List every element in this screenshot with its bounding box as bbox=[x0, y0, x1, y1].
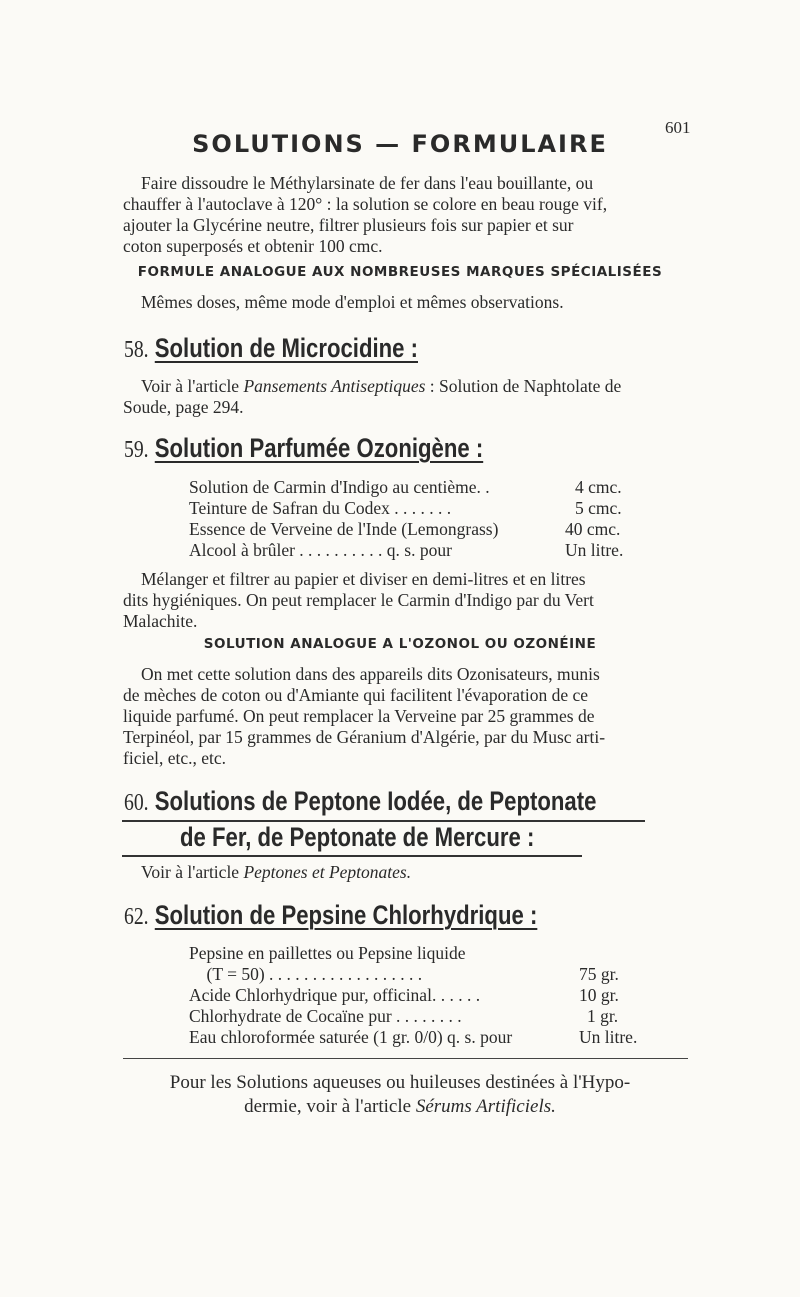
ozonol-line: Terpinéol, par 15 grammes de Géranium d'Algérie, par du Musc arti- bbox=[123, 727, 606, 747]
ozonol-line: de mèches de coton ou d'Amiante qui facilitent l'évaporation de ce bbox=[123, 685, 589, 705]
formula-qty: 1 gr. bbox=[587, 1006, 619, 1026]
formula-qty: 5 cmc. bbox=[575, 498, 622, 518]
formula-row bbox=[189, 943, 659, 964]
intro-line: coton superposés et obtenir 100 cmc. bbox=[123, 236, 383, 256]
formula-qty: 40 cmc. bbox=[565, 519, 621, 539]
formula-item: Alcool à brûler . . . . . . . . . . q. s. pour bbox=[189, 540, 452, 560]
intro-line: Faire dissoudre le Méthylarsinate de fer dans l'eau bouillante, ou bbox=[141, 173, 594, 193]
italic-reference: Peptones et Peptonates. bbox=[243, 862, 412, 882]
note-line: Mélanger et filtrer au papier et diviser en demi-litres et en litres bbox=[141, 569, 586, 589]
formula-qty: Un litre. bbox=[579, 1027, 638, 1047]
ozonol-line: ficiel, etc., etc. bbox=[123, 748, 226, 768]
italic-reference: Pansements Antiseptiques bbox=[243, 376, 426, 396]
footer-divider bbox=[123, 1058, 688, 1059]
formule-analogue-text bbox=[141, 292, 701, 313]
formula-row bbox=[189, 1006, 659, 1027]
text-run: : Solution de Naphtolate de bbox=[425, 376, 622, 396]
footer-line bbox=[0, 1095, 800, 1119]
italic-reference: Sérums Artificiels. bbox=[415, 1096, 556, 1117]
section-title: Solution de Pepsine Chlorhydrique : bbox=[154, 900, 538, 930]
text-run: dermie, voir à l'article bbox=[244, 1096, 416, 1117]
heading-underline bbox=[122, 855, 582, 857]
formula-item: Teinture de Safran du Codex . . . . . . . bbox=[189, 498, 452, 518]
formula-row bbox=[189, 477, 649, 498]
note-line: dits hygiéniques. On peut remplacer le Carmin d'Indigo par du Vert bbox=[123, 590, 594, 610]
ozonol-line: On met cette solution dans des appareils dits Ozonisateurs, munis bbox=[141, 664, 600, 684]
intro-line: chauffer à l'autoclave à 120° : la solution se colore en beau rouge vif, bbox=[123, 194, 608, 214]
section-number: 58. bbox=[124, 337, 149, 363]
text-run: Voir à l'article bbox=[141, 862, 244, 882]
formula-item: Chlorhydrate de Cocaïne pur . . . . . . . . bbox=[189, 1006, 462, 1026]
formula-item: Acide Chlorhydrique pur, officinal. . . . . . bbox=[189, 985, 481, 1005]
formula-qty: 10 gr. bbox=[579, 985, 619, 1005]
section-title-line1: Solutions de Peptone Iodée, de Peptonate bbox=[154, 786, 597, 816]
section-59-heading bbox=[124, 433, 483, 464]
footer-line: Pour les Solutions aqueuses ou huileuses destinées à l'Hypo- bbox=[169, 1072, 631, 1093]
section-58-line: Soude, page 294. bbox=[123, 397, 244, 417]
section-62-heading bbox=[124, 900, 537, 931]
formula-item: Pepsine en paillettes ou Pepsine liquide bbox=[189, 943, 466, 963]
formula-qty: 75 gr. bbox=[579, 964, 619, 984]
formula-item: Solution de Carmin d'Indigo au centième. . bbox=[189, 477, 490, 497]
ozonol-line: liquide parfumé. On peut remplacer la Verveine par 25 grammes de bbox=[123, 706, 595, 726]
formula-qty: Un litre. bbox=[565, 540, 624, 560]
footer-note bbox=[0, 1071, 800, 1119]
formule-analogue-line: Mêmes doses, même mode d'emploi et mêmes observations. bbox=[141, 292, 564, 312]
note-line: Malachite. bbox=[123, 611, 198, 631]
section-58-line bbox=[123, 376, 695, 397]
section-title-line2: de Fer, de Peptonate de Mercure : bbox=[180, 822, 535, 852]
page-number: 601 bbox=[665, 118, 691, 137]
formula-row bbox=[189, 498, 649, 519]
section-number: 59. bbox=[124, 437, 149, 463]
section-59-formula bbox=[189, 477, 649, 561]
formula-item: Essence de Verveine de l'Inde (Lemongrass) bbox=[189, 519, 499, 539]
section-60-heading-line2 bbox=[180, 822, 534, 853]
section-60-heading bbox=[124, 786, 596, 817]
section-58-text bbox=[123, 376, 695, 418]
intro-line: ajouter la Glycérine neutre, filtrer plusieurs fois sur papier et sur bbox=[123, 215, 574, 235]
formula-row bbox=[189, 985, 659, 1006]
section-62-formula bbox=[189, 943, 659, 1048]
section-59-note bbox=[123, 569, 695, 632]
formula-row bbox=[189, 964, 659, 985]
formula-row bbox=[189, 540, 649, 561]
section-number: 62. bbox=[124, 904, 149, 930]
section-title: Solution Parfumée Ozonigène : bbox=[154, 433, 484, 463]
formula-item: Eau chloroformée saturée (1 gr. 0/0) q. s. pour bbox=[189, 1027, 513, 1047]
section-60-ref bbox=[141, 862, 701, 883]
formula-row bbox=[189, 519, 649, 540]
section-title: Solution de Microcidine : bbox=[154, 333, 418, 363]
formule-analogue-heading: FORMULE ANALOGUE AUX NOMBREUSES MARQUES SPÉCIALISÉES bbox=[137, 264, 663, 280]
section-60-line bbox=[141, 862, 701, 883]
page-title: SOLUTIONS — FORMULAIRE bbox=[192, 130, 608, 158]
formula-qty: 4 cmc. bbox=[575, 477, 622, 497]
formula-item: (T = 50) . . . . . . . . . . . . . . . . . . bbox=[189, 964, 423, 984]
ozonol-paragraph bbox=[123, 664, 695, 769]
formula-row bbox=[189, 1027, 659, 1048]
text-run: Voir à l'article bbox=[141, 376, 244, 396]
intro-paragraph bbox=[123, 173, 695, 257]
ozonol-heading: SOLUTION ANALOGUE A L'OZONOL OU OZONÉINE bbox=[203, 636, 597, 652]
section-number: 60. bbox=[124, 790, 149, 816]
section-58-heading bbox=[124, 333, 418, 364]
